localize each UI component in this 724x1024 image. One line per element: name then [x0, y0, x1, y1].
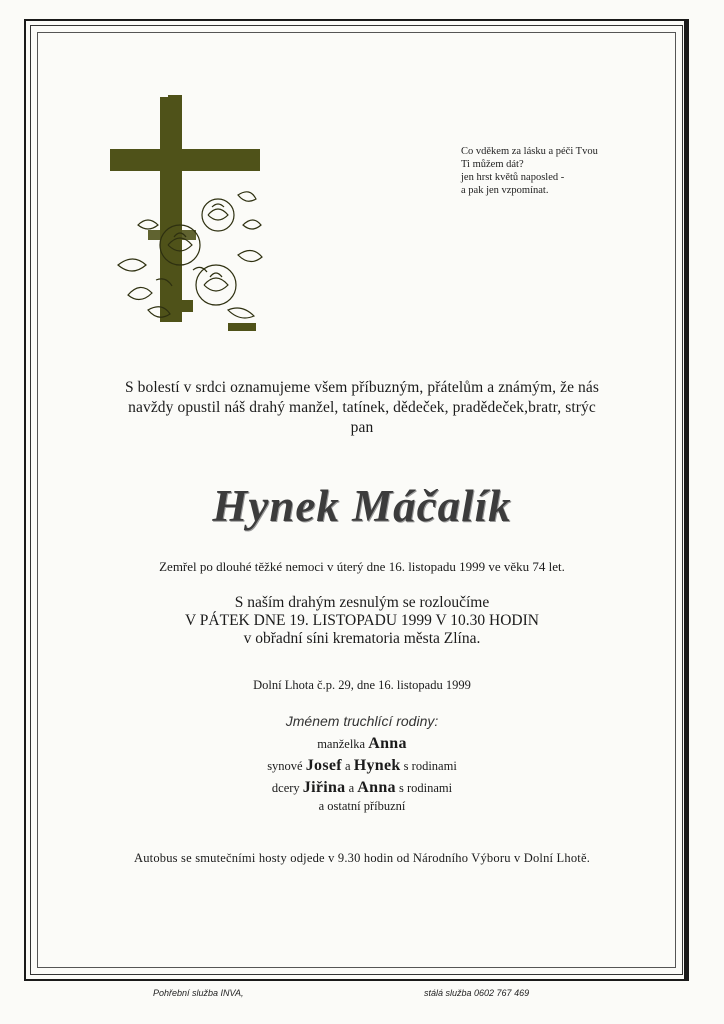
cross-with-roses-icon: [108, 95, 268, 340]
family-others: a ostatní příbuzní: [318, 799, 406, 813]
bus-notice: Autobus se smutečními hosty odjede v 9.30 hodin od Národního Výboru v Dolní Lhotě.: [133, 851, 591, 865]
family-intro: Jménem truchlící rodiny:: [285, 713, 439, 729]
footer-funeral-service: Pohřební služba INVA,: [153, 988, 244, 998]
deceased-name: Hynek Máčalík: [212, 481, 512, 531]
ceremony-info: [60, 594, 664, 648]
sons-and: a: [345, 759, 351, 773]
daughters-prefix: dcery: [271, 781, 300, 795]
poem-line: jen hrst květů naposled -: [461, 172, 565, 183]
son-name: Josef: [305, 757, 342, 774]
daughter-name: Jiřina: [302, 779, 346, 796]
son-name: Hynek: [353, 757, 401, 774]
poem-line: Co vděkem za lásku a péči Tvou: [461, 146, 598, 157]
family-sons: [60, 755, 664, 777]
announcement-line: pan: [350, 419, 374, 436]
family-list: [60, 733, 664, 813]
family-wife: [60, 733, 664, 755]
announcement-line: navždy opustil náš drahý manžel, tatínek, dědeček, pradědeček,bratr, strýc: [128, 399, 596, 416]
daughter-name: Anna: [357, 779, 396, 796]
ceremony-place: v obřadní síni krematoria města Zlína.: [243, 630, 481, 647]
place-date: Dolní Lhota č.p. 29, dne 16. listopadu 1999: [253, 678, 471, 692]
sons-prefix: synové: [267, 759, 303, 773]
family-daughters: [60, 777, 664, 799]
footer-phone: stálá služba 0602 767 469: [424, 988, 530, 998]
ceremony-date: V PÁTEK DNE 19. LISTOPADU 1999 V 10.30 HODIN: [185, 612, 539, 629]
sons-suffix: s rodinami: [403, 759, 457, 773]
announcement: [60, 378, 664, 438]
announcement-line: S bolestí v srdci oznamujeme všem příbuzným, přátelům a známým, že nás: [124, 379, 600, 396]
poem-line: a pak jen vzpomínat.: [461, 185, 549, 196]
daughters-suffix: s rodinami: [398, 781, 453, 795]
ceremony-line: S naším drahým zesnulým se rozloučíme: [234, 594, 490, 611]
daughters-and: a: [348, 781, 355, 795]
wife-prefix: manželka: [317, 737, 366, 751]
wife-name: Anna: [368, 735, 407, 752]
poem-line: Ti můžem dát?: [461, 159, 524, 170]
poem: [461, 145, 651, 197]
death-notice: Zemřel po dlouhé těžké nemoci v úterý dne 16. listopadu 1999 ve věku 74 let.: [159, 559, 565, 574]
frame-shadow: [684, 19, 687, 979]
